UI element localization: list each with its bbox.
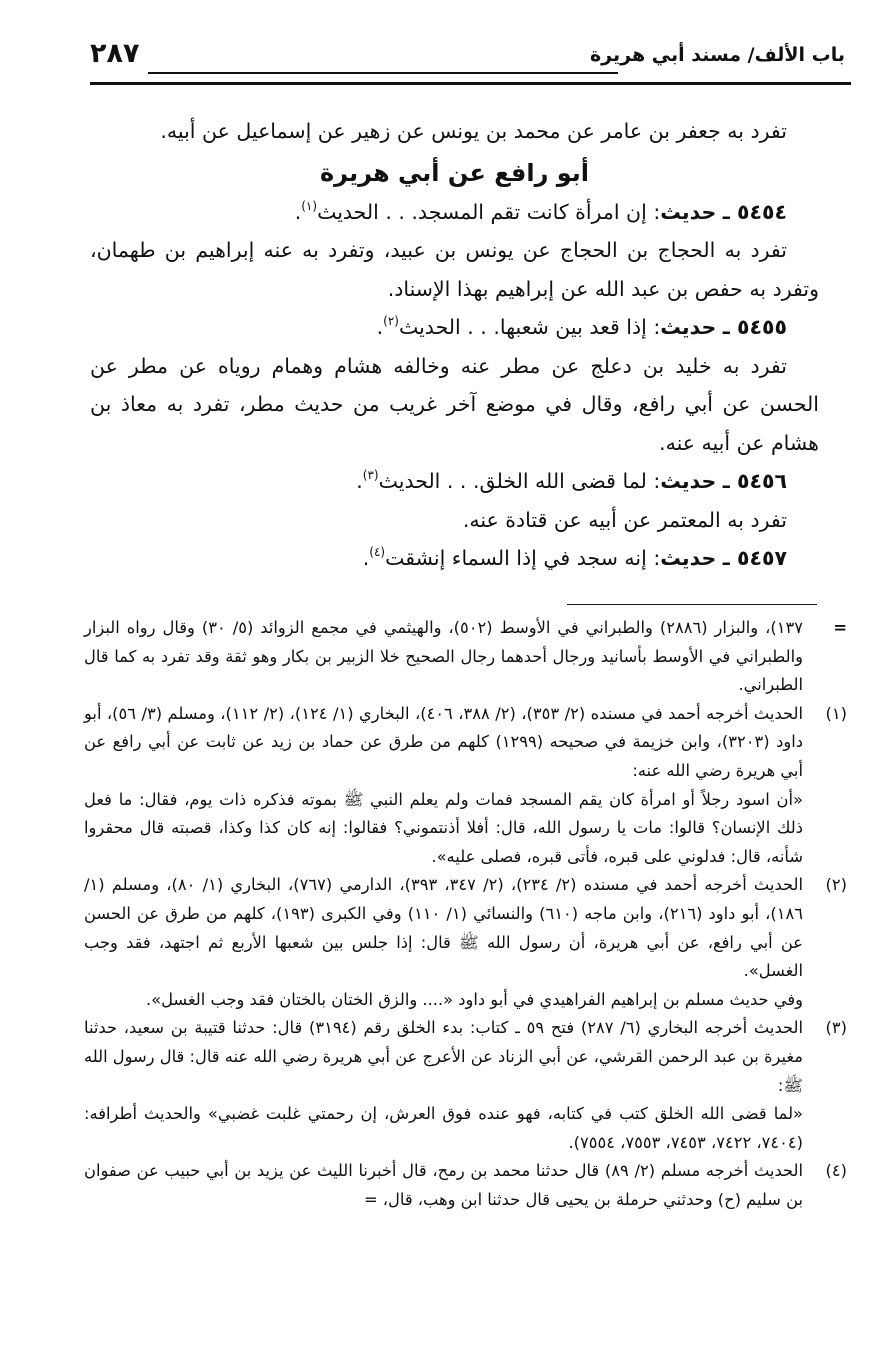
section-title: أبو رافع عن أبي هريرة <box>319 158 590 187</box>
footnote-4 <box>84 1157 849 1214</box>
hadith-text: : إنه سجد في إذا السماء إنشقت <box>385 546 661 570</box>
footnote-mark: (٣) <box>825 1018 847 1038</box>
main-text <box>90 112 819 578</box>
page-header <box>90 30 849 80</box>
hadith-number: ٥٤٥٤ ـ <box>722 199 787 224</box>
hadith-text: : إذا قعد بين شعبها. . . الحديث <box>398 315 661 339</box>
hadith-number: ٥٤٥٥ ـ <box>722 315 787 339</box>
footnote-ref: (٣) <box>362 468 379 482</box>
footnote-mark: (١) <box>825 703 847 723</box>
continuation-mark: = <box>833 618 847 637</box>
running-title: باب الألف/ مسند أبي هريرة <box>589 44 845 66</box>
hadith-note: تفرد به المعتمر عن أبيه عن قتادة عنه. <box>462 507 787 532</box>
header-title-rule <box>148 72 618 74</box>
hadith-text: : إن امرأة كانت تقم المسجد. . . الحديث <box>317 199 661 224</box>
page-number: ٢٨٧ <box>90 38 140 69</box>
footnote-text: الحديث أخرجه مسلم (٢/ ٨٩) قال حدثنا محمد بن رمح، قال أخبرنا الليث عن يزيد بن أبي حبيب عن صفوان بن سليم (ح) وحدثني حرملة بن يحيى قال حدثنا ابن وهب، قال، = <box>84 1161 803 1209</box>
hadith-text-end: . <box>376 315 384 339</box>
footnote-mark: (٢) <box>825 875 847 895</box>
footnote-1 <box>84 700 849 872</box>
intro-paragraph: تفرد به جعفر بن عامر عن محمد بن يونس عن زهير عن إسماعيل عن أبيه. <box>160 119 787 143</box>
footnote-text: ١٣٧)، والبزار (٢٨٨٦) والطبراني في الأوسط (٥٠٢)، والهيثمي في مجمع الزوائد (٥/ ٣٠) وقال رواه البزار والطبراني في الأوسط بأسانيد ورجال أحدهما رجال الصحيح خلا الزبير بن بكار وهو ثقة وقد تفرد به كما قال الطبراني. <box>84 618 803 695</box>
hadith-label: حديث <box>660 315 717 339</box>
hadith-text: : لما قضى الله الخلق. . . الحديث <box>378 469 661 493</box>
footnote-continuation <box>84 614 849 700</box>
footnote-text: الحديث أخرجه البخاري (٦/ ٢٨٧) فتح ٥٩ ـ كتاب: بدء الخلق رقم (٣١٩٤) قال: حدثنا قتيبة بن سعيد، حدثنا مغيرة بن عبد الرحمن القرشي، عن أبي الزناد عن الأعرج عن أبي هريرة رضي الله عنه قال: قال رسول الله ﷺ: <box>84 1018 803 1095</box>
hadith-text-end: . <box>294 199 302 224</box>
hadith-label: حديث <box>660 546 717 570</box>
footnote-ref: (٢) <box>383 314 399 328</box>
footnote-ref: (٤) <box>369 545 386 559</box>
hadith-text-end: . <box>362 546 370 570</box>
footnote-ref: (١) <box>301 198 318 213</box>
hadith-text-end: . <box>356 469 363 493</box>
hadith-entry <box>90 193 819 232</box>
footnote-quote: «لما قضى الله الخلق كتب في كتابه، فهو عنده فوق العرش، إن رحمتي غلبت غضبي» والحديث أطرافه: (٧٤٠٤، ٧٤٢٢، ٧٤٥٣، ٧٥٥٣، ٧٥٥٤). <box>84 1104 803 1152</box>
hadith-label: حديث <box>660 199 717 224</box>
footnote-text: الحديث أخرجه أحمد في مسنده (٢/ ٢٣٤)، (٢/ ٣٤٧، ٣٩٣)، الدارمي (٧٦٧)، البخاري (١/ ٨٠)، ومسلم (١/ ١٨٦)، أبو داود (٢١٦)، وابن ماجه (٦١٠) والنسائي (١/ ١١٠) وفي الكبرى (١٩٣)، كلهم من طرق عن الحسن عن أبي رافع، عن أبي هريرة، أن رسول الله ﷺ قال: إذا جلس بين شعبها الأربع ثم اجتهد، فقد وجب الغسل». <box>84 875 803 981</box>
hadith-number: ٥٤٥٦ ـ <box>722 469 787 493</box>
footnote-quote: وفي حديث مسلم بن إبراهيم الفراهيدي في أبو داود «.... والزق الختان بالختان فقد وجب الغسل». <box>145 989 803 1009</box>
hadith-entry <box>90 308 819 347</box>
hadith-number: ٥٤٥٧ ـ <box>722 546 787 570</box>
hadith-entry <box>90 539 819 578</box>
footnote-2 <box>84 871 849 1014</box>
footnote-separator <box>567 604 817 605</box>
footnote-mark: (٤) <box>825 1161 847 1181</box>
hadith-label: حديث <box>660 469 717 493</box>
footnote-3 <box>84 1014 849 1157</box>
footnote-quote: «أن اسود رجلاً أو امرأة كان يقم المسجد فمات ولم يعلم النبي ﷺ بموته فذكره ذات يوم، فقال: ما فعل ذلك الإنسان؟ قالوا: مات يا رسول الله، قال: أفلا أذنتموني؟ فقالوا: إنه كان كذا وكذا، قصبته قال محقروا شأنه، قال: فدلوني على قبره، فأتى قبره، فصلى عليه». <box>84 789 803 866</box>
hadith-entry <box>90 462 819 501</box>
hadith-note: تفرد به خليد بن دعلج عن مطر عنه وخالفه هشام وهمام روياه عن مطر عن الحسن عن أبي رافع، وقال في موضع آخر غريب من حديث مطر، تفرد به معاذ بن هشام عن أبيه عنه. <box>90 353 819 455</box>
hadith-note: تفرد به الحجاج بن الحجاج عن يونس بن عبيد، وتفرد به عنه إبراهيم بن طهمان، وتفرد به حفص بن عبد الله عن إبراهيم بهذا الإسناد. <box>90 238 819 301</box>
footnote-text: الحديث أخرجه أحمد في مسنده (٢/ ٣٥٣)، (٢/ ٣٨٨، ٤٠٦)، البخاري (١/ ١٢٤)، (٢/ ١١٢)، ومسلم (٣/ ٥٦)، أبو داود (٣٢٠٣)، وابن خزيمة في صحيحه (١٢٩٩) كلهم من طرق عن حماد بن زيد عن ثابت عن أبي رافع عن أبي هريرة رضي الله عنه: <box>84 703 803 780</box>
header-rule <box>90 82 851 85</box>
footnotes <box>84 614 849 1214</box>
